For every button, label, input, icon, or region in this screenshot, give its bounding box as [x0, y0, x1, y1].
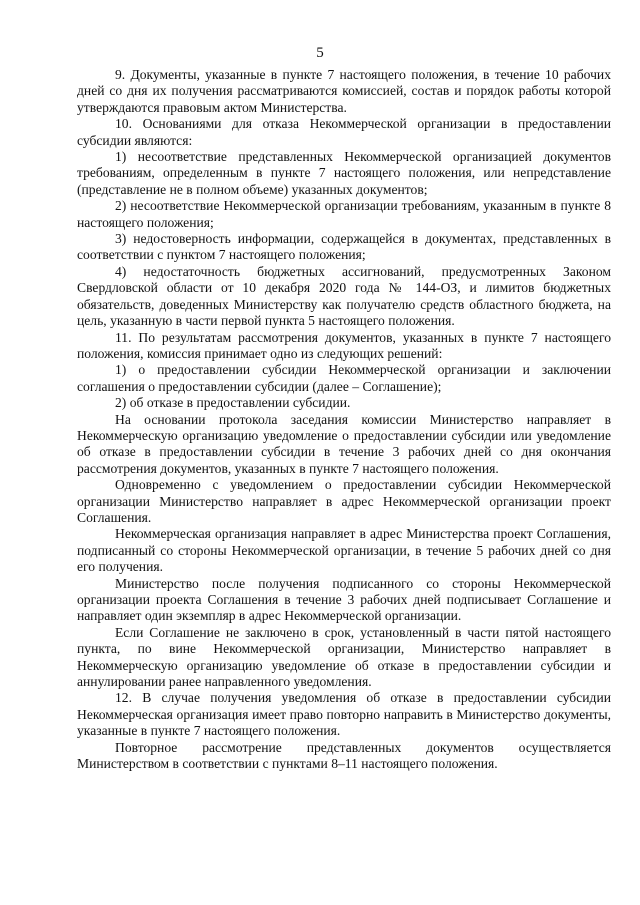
- paragraph: Если Соглашение не заключено в срок, установленный в части пятой настоящего пункта, по вине Некоммерческой организации, Министерство направляет в Некоммерческую организацию уведомление об отказе в предоставлении субсидии и аннулировании ранее направленного уведомления.: [77, 624, 611, 690]
- paragraph: 3) недостоверность информации, содержащейся в документах, представленных в соответствии с пунктом 7 настоящего положения;: [77, 231, 611, 263]
- paragraph: 1) несоответствие представленных Некоммерческой организацией документов требованиям, определенным в пункте 7 настоящего положения, или непредставление (представление не в полном объеме) указанных документов;: [77, 149, 611, 197]
- paragraph: 2) об отказе в предоставлении субсидии.: [115, 395, 351, 411]
- paragraph: Одновременно с уведомлением о предоставлении субсидии Некоммерческой организации Министерство направляет в адрес Некоммерческой организации проект Соглашения.: [77, 477, 611, 525]
- document-body: [77, 67, 611, 772]
- paragraph: Некоммерческая организация направляет в адрес Министерства проект Соглашения, подписанный со стороны Некоммерческой организации, в течение 5 рабочих дней со дня его получения.: [77, 526, 611, 575]
- paragraph: 12. В случае получения уведомления об отказе в предоставлении субсидии Некоммерческая организация имеет право повторно направить в Министерство документы, указанные в пункте 7 настоящего положения.: [77, 690, 611, 739]
- paragraph: 2) несоответствие Некоммерческой организации требованиям, указанным в пункте 8 настоящего положения;: [77, 198, 611, 230]
- page-number: 5: [316, 45, 324, 61]
- paragraph: Министерство после получения подписанного со стороны Некоммерческой организации проекта Соглашения в течение 3 рабочих дней подписывает Соглашение и направляет один экземпляр в адрес Некоммерческой организации.: [77, 575, 611, 624]
- paragraph: Повторное рассмотрение представленных документов осуществляется Министерством в соответствии с пунктами 8–11 настоящего положения.: [77, 739, 611, 772]
- paragraph: 9. Документы, указанные в пункте 7 настоящего положения, в течение 10 рабочих дней со дня их получения рассматриваются комиссией, состав и порядок работы которой утверждаются правовым актом Министерства.: [77, 67, 611, 115]
- paragraph: На основании протокола заседания комиссии Министерство направляет в Некоммерческую организацию уведомление о предоставлении субсидии или уведомление об отказе в предоставлении субсидии в течение 3 рабочих дней со дня окончания рассмотрения документов, указанных в пункте 7 настоящего положения.: [77, 411, 611, 476]
- paragraph: 11. По результатам рассмотрения документов, указанных в пункте 7 настоящего положения, комиссия принимает одно из следующих решений:: [77, 329, 611, 361]
- paragraph: 4) недостаточность бюджетных ассигнований, предусмотренных Законом Свердловской области от 10 декабря 2020 года № 144-ОЗ, и лимитов бюджетных обязательств, доведенных Министерству как получателю средств областного бюджета, на цель, указанную в части первой пункта 5 настоящего положения.: [77, 263, 611, 329]
- paragraph: 1) о предоставлении субсидии Некоммерческой организации и заключении соглашения о предоставлении субсидии (далее – Соглашение);: [77, 362, 611, 394]
- paragraph: 10. Основаниями для отказа Некоммерческой организации в предоставлении субсидии являются:: [77, 116, 611, 148]
